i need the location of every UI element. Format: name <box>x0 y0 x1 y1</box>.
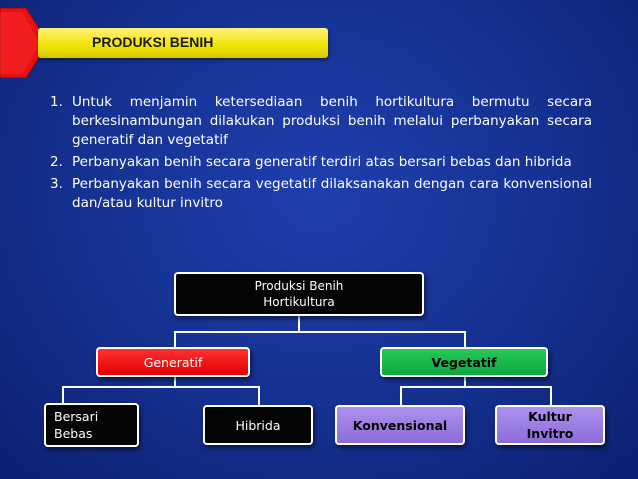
node-bersari-bebas <box>44 403 139 447</box>
list-item <box>50 175 592 213</box>
connector-root-down <box>298 316 300 332</box>
node-label-line1: Bersari <box>54 409 99 424</box>
connector-to-vegetatif <box>464 331 466 347</box>
connector-to-kultur <box>550 386 552 405</box>
connector-vegetatif-horizontal <box>400 386 552 388</box>
node-label-line2: Bebas <box>54 426 93 441</box>
connector-to-generatif <box>174 331 176 347</box>
node-label-line2: Hortikultura <box>263 295 335 309</box>
node-label-line1: Produksi Benih <box>254 279 344 293</box>
item-number: 3. <box>50 176 63 192</box>
title-bar <box>38 28 328 58</box>
node-vegetatif <box>380 347 548 377</box>
node-label: Generatif <box>143 354 203 370</box>
node-kultur-invitro <box>495 405 605 445</box>
node-label: Konvensional <box>352 417 448 433</box>
item-number: 1. <box>50 94 63 110</box>
node-label-line1: Kultur <box>528 409 572 424</box>
list-item <box>50 153 592 172</box>
connector-to-bersari <box>62 386 64 403</box>
connector-to-konvensional <box>400 386 402 405</box>
item-text: Perbanyakan benih secara generatif terdiri atas bersari bebas dan hibrida <box>72 154 572 170</box>
connector-level1-horizontal <box>174 331 466 333</box>
connector-to-hibrida <box>258 386 260 405</box>
node-label-line2: Invitro <box>526 426 574 441</box>
page-title: PRODUKSI BENIH <box>92 34 214 50</box>
item-text: Untuk menjamin ketersediaan benih hortikultura bermutu secara berkesinambungan dilakukan produksi benih melalui perbanyakan secara generatif dan vegetatif <box>72 94 592 148</box>
node-hibrida <box>203 405 313 445</box>
node-label: Hibrida <box>235 417 281 433</box>
node-label: Vegetatif <box>431 354 497 370</box>
node-konvensional <box>335 405 465 445</box>
connector-generatif-horizontal <box>62 386 260 388</box>
item-text: Perbanyakan benih secara vegetatif dilaksanakan dengan cara konvensional dan/atau kultur invitro <box>72 176 592 211</box>
node-produksi-benih-hortikultura <box>174 272 424 316</box>
item-number: 2. <box>50 154 63 170</box>
list-item <box>50 93 592 150</box>
point-list <box>50 93 592 216</box>
node-generatif <box>96 347 250 377</box>
